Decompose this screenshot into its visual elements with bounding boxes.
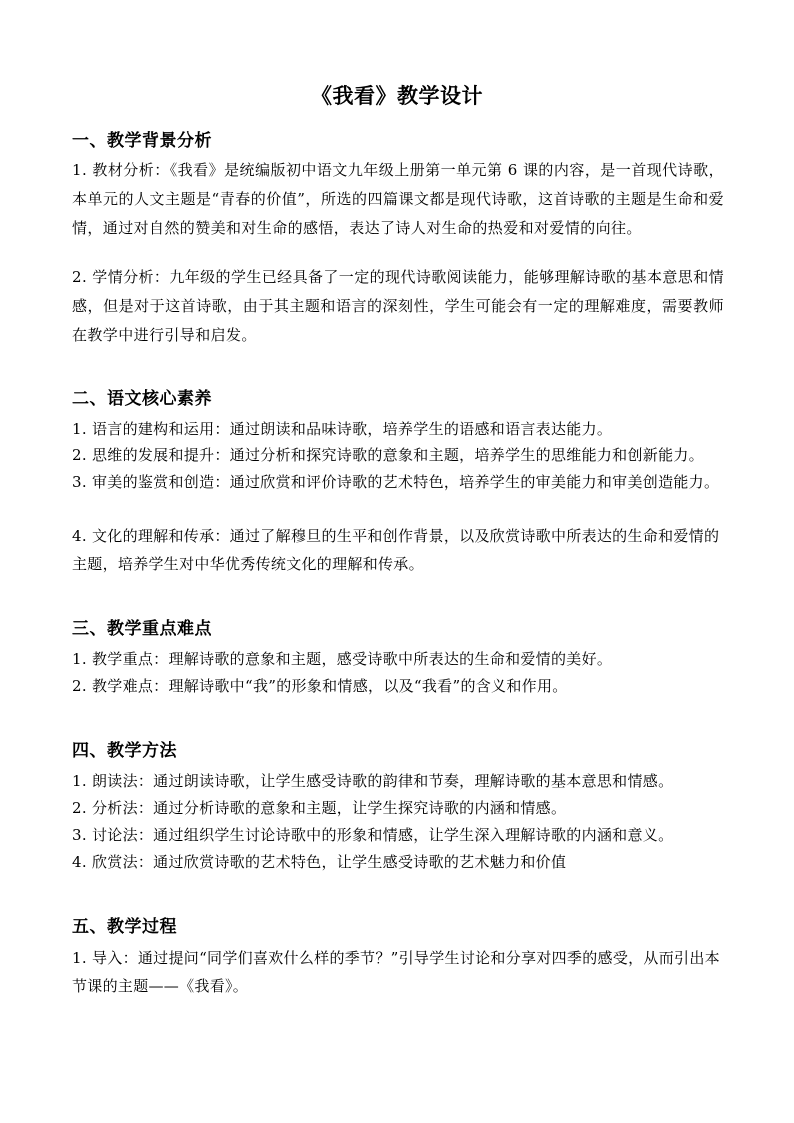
list-item: 2. 教学难点：理解诗歌中“我”的形象和情感，以及“我看”的含义和作用。 [72,677,568,695]
list-item: 2. 分析法：通过分析诗歌的意象和主题，让学生探究诗歌的内涵和情感。 [72,799,567,817]
section-heading: 四、教学方法 [72,741,177,761]
list-item: 1. 朗读法：通过朗读诗歌，让学生感受诗歌的韵律和节奏，理解诗歌的基本意思和情感。 [72,772,674,790]
section-heading: 三、教学重点难点 [72,619,212,639]
list-item: 1. 导入：通过提问“同学们喜欢什么样的季节？”引导学生讨论和分享对四季的感受，从而引出本节课的主题——《我看》。 [72,949,720,995]
list-item: 1. 语言的建构和运用：通过朗读和品味诗歌，培养学生的语感和语言表达能力。 [72,420,613,438]
paragraph: 2. 学情分析：九年级的学生已经具备了一定的现代诗歌阅读能力，能够理解诗歌的基本意思和情感，但是对于这首诗歌，由于其主题和语言的深刻性，学生可能会有一定的理解难度，需要教师在教学中进行引导和启发。 [72,268,724,344]
section-heading: 五、教学过程 [72,917,177,937]
list-item: 1. 教学重点：理解诗歌的意象和主题，感受诗歌中所表达的生命和爱情的美好。 [72,650,613,668]
section-heading: 一、教学背景分析 [72,131,212,151]
list-item: 3. 审美的鉴赏和创造：通过欣赏和评价诗歌的艺术特色，培养学生的审美能力和审美创造能力。 [72,473,720,491]
document-title: 《我看》教学设计 [311,83,483,108]
list-item: 3. 讨论法：通过组织学生讨论诗歌中的形象和情感，让学生深入理解诗歌的内涵和意义。 [72,826,674,844]
section-heading: 二、语文核心素养 [72,389,212,409]
list-item: 4. 文化的理解和传承：通过了解穆旦的生平和创作背景，以及欣赏诗歌中所表达的生命和爱情的主题，培养学生对中华优秀传统文化的理解和传承。 [72,527,720,573]
paragraph: 1. 教材分析：《我看》是统编版初中语文九年级上册第一单元第 6 课的内容，是一首现代诗歌，本单元的人文主题是“青春的价值”，所选的四篇课文都是现代诗歌，这首诗歌的主题是生命和爱情，通过对自然的赞美和对生命的感悟，表达了诗人对生命的热爱和对爱情的向往。 [72,161,724,237]
list-item: 4. 欣赏法：通过欣赏诗歌的艺术特色，让学生感受诗歌的艺术魅力和价值 [72,853,567,871]
list-item: 2. 思维的发展和提升：通过分析和探究诗歌的意象和主题，培养学生的思维能力和创新能力。 [72,446,704,464]
